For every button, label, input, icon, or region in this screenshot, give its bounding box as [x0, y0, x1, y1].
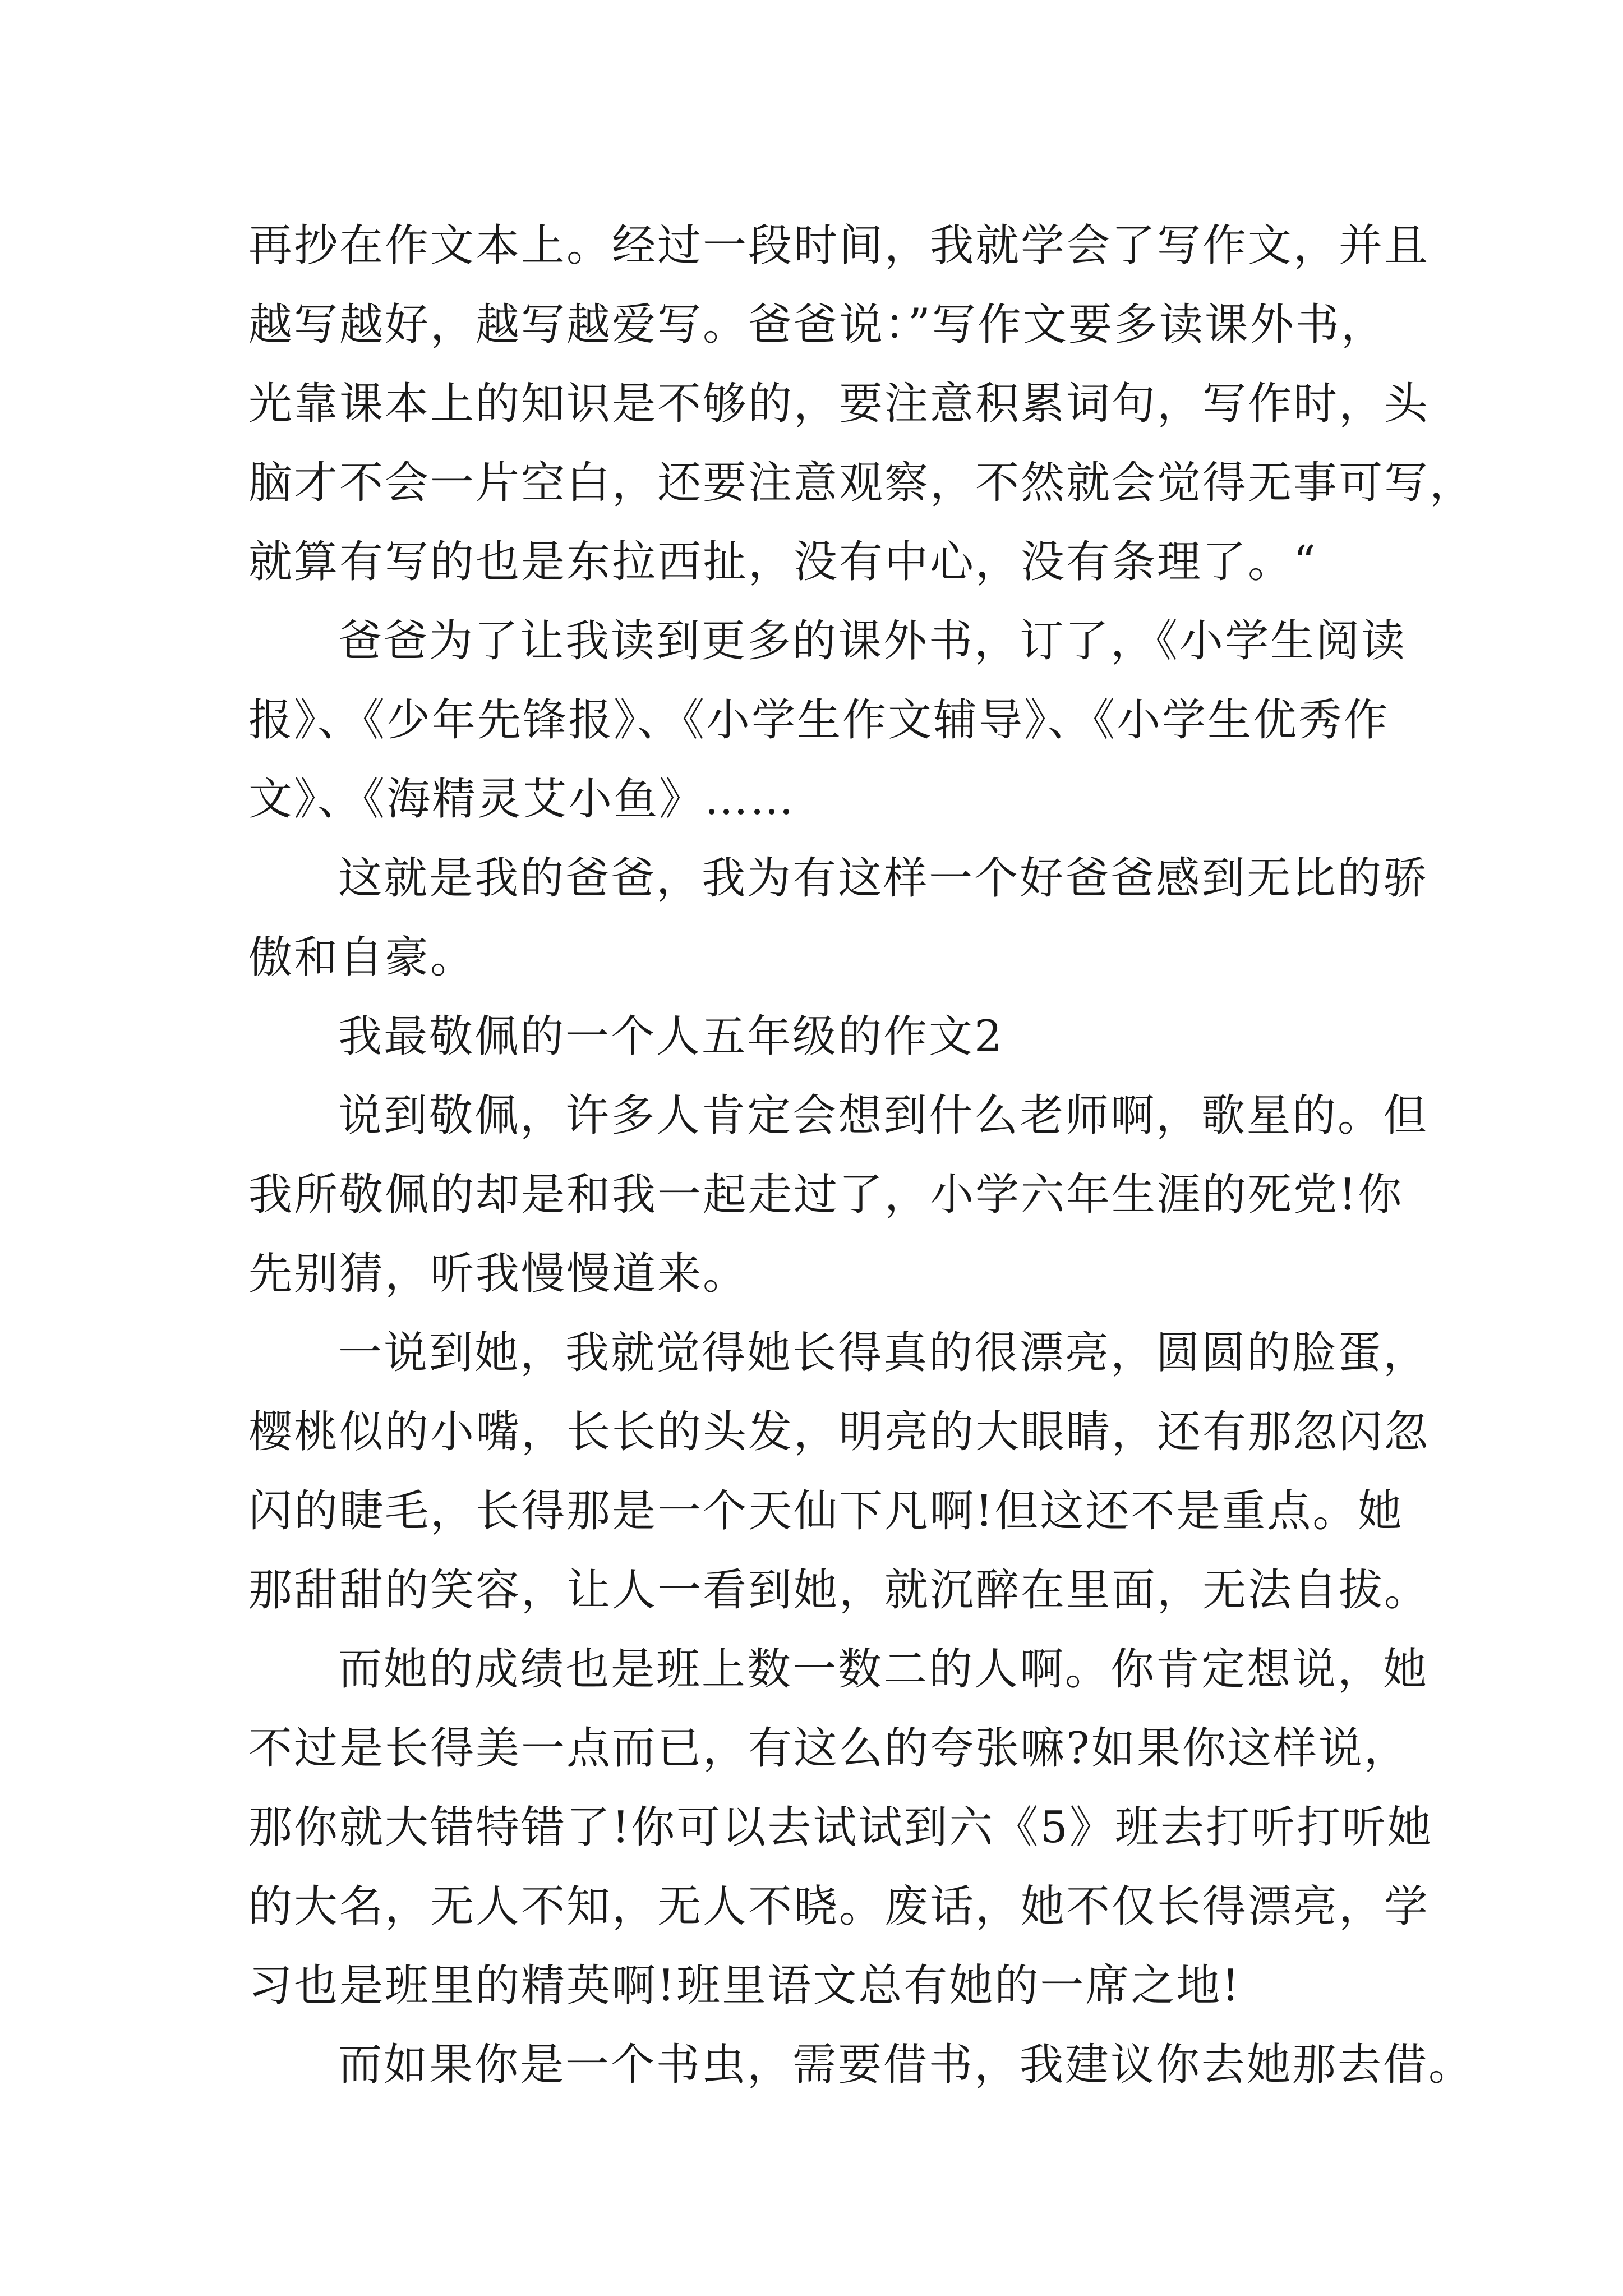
- paragraph-start-line: 而如果你是一个书虫，需要借书，我建议你去她那去借。: [338, 2040, 1474, 2090]
- text-line: 樱桃似的小嘴，长长的头发，明亮的大眼睛，还有那忽闪忽: [248, 1407, 1430, 1457]
- paragraph-start-line: 一说到她，我就觉得她长得真的很漂亮，圆圆的脸蛋，: [338, 1328, 1429, 1378]
- text-line: 不过是长得美一点而已，有这么的夸张嘛?如果你这样说，: [248, 1723, 1409, 1774]
- text-line: 再抄在作文本上。经过一段时间，我就学会了写作文，并且: [248, 220, 1430, 271]
- text-line: 那甜甜的笑容，让人一看到她，就沉醉在里面，无法自拔。: [248, 1565, 1430, 1616]
- essay-text: [248, 206, 1476, 2105]
- text-line: 习也是班里的精英啊!班里语文总有她的一席之地!: [248, 1961, 1241, 2011]
- text-line: 傲和自豪。: [248, 932, 476, 983]
- paragraph-start-line: 这就是我的爸爸，我为有这样一个好爸爸感到无比的骄: [338, 853, 1429, 904]
- text-line: 脑才不会一片空白，还要注意观察，不然就会觉得无事可写，: [248, 458, 1476, 508]
- text-line: 先别猜，听我慢慢道来。: [248, 1249, 749, 1299]
- text-line: 光靠课本上的知识是不够的，要注意积累词句，写作时，头: [248, 379, 1430, 429]
- paragraph-start-line: 爸爸为了让我读到更多的课外书，订了，《小学生阅读: [338, 616, 1407, 666]
- text-line: 闪的睫毛，长得那是一个天仙下凡啊!但这还不是重点。她: [248, 1486, 1404, 1536]
- section-heading: 我最敬佩的一个人五年级的作文2: [338, 1011, 1004, 1062]
- paragraph-start-line: 而她的成绩也是班上数一数二的人啊。你肯定想说，她: [338, 1644, 1429, 1695]
- text-line: 的大名，无人不知，无人不晓。废话，她不仅长得漂亮，学: [248, 1881, 1430, 1932]
- text-line: 文》、《海精灵艾小鱼》……: [248, 774, 796, 825]
- paragraph-start-line: 说到敬佩，许多人肯定会想到什么老师啊，歌星的。但: [338, 1091, 1429, 1141]
- text-line: 就算有写的也是东拉西扯，没有中心，没有条理了。“: [248, 537, 1317, 587]
- text-line: 越写越好，越写越爱写。爸爸说：”写作文要多读课外书，: [248, 300, 1386, 350]
- text-line: 报》、《少年先锋报》、《小学生作文辅导》、《小学生优秀作: [248, 695, 1390, 746]
- text-line: 我所敬佩的却是和我一起走过了，小学六年生涯的死党!你: [248, 1170, 1404, 1220]
- text-line: 那你就大错特错了!你可以去试试到六《5》班去打听打听她: [248, 1802, 1433, 1853]
